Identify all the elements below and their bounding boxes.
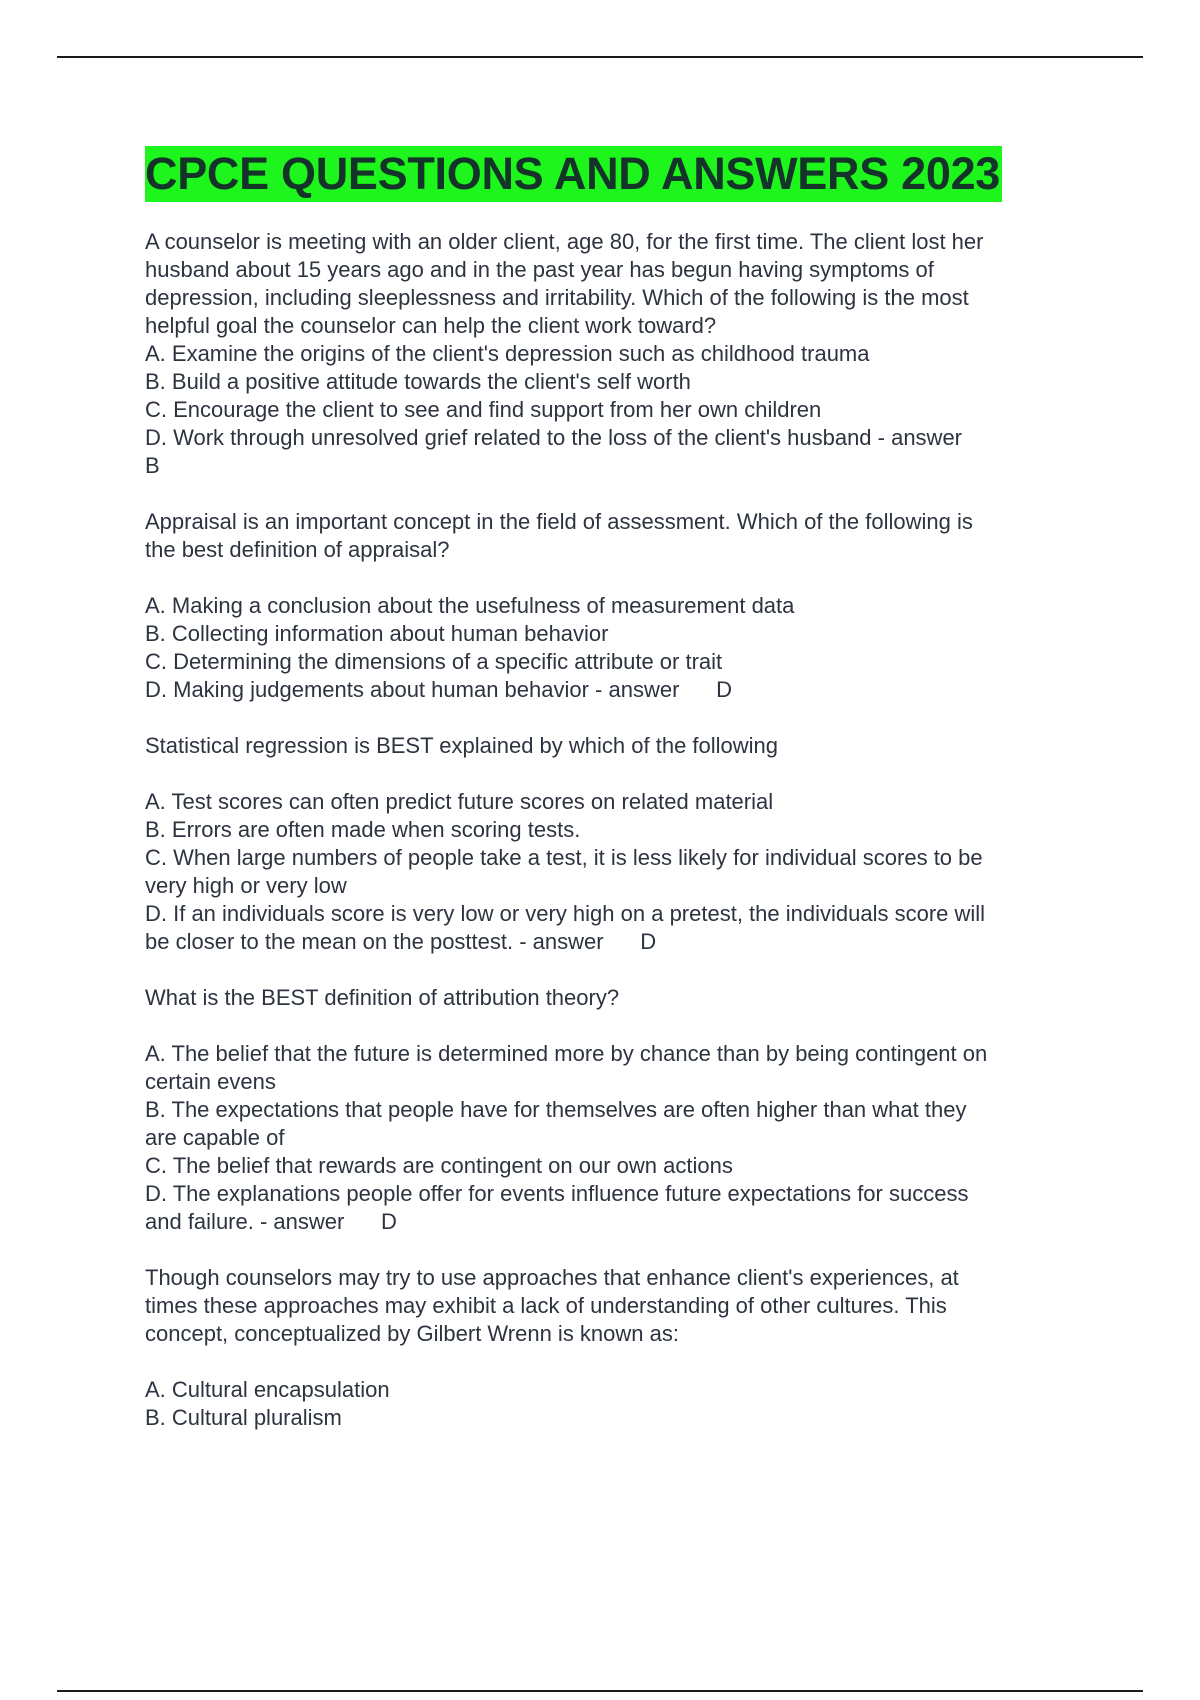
answer-option: D. Work through unresolved grief related to the loss of the client's husband - answer <box>145 425 963 450</box>
question-stem-line: the best definition of appraisal? <box>145 537 450 562</box>
answer-option: be closer to the mean on the posttest. - answer D <box>145 929 657 954</box>
answer-option: B. Cultural pluralism <box>145 1405 342 1430</box>
answer-option: C. The belief that rewards are contingent on our own actions <box>145 1153 733 1178</box>
question-stem-line: Though counselors may try to use approaches that enhance client's experiences, at <box>145 1265 959 1290</box>
answer-option: A. Examine the origins of the client's depression such as childhood trauma <box>145 341 870 366</box>
answer-option: A. Cultural encapsulation <box>145 1377 390 1402</box>
question-block <box>145 732 1075 956</box>
answer-option: B. Build a positive attitude towards the client's self worth <box>145 369 691 394</box>
question-stem-line: Statistical regression is BEST explained by which of the following <box>145 733 779 758</box>
question-stem-line: times these approaches may exhibit a lack of understanding of other cultures. This <box>145 1293 947 1318</box>
question-block <box>145 228 1075 480</box>
spacer <box>145 1012 1075 1040</box>
question-stem-line: Appraisal is an important concept in the field of assessment. Which of the following is <box>145 509 973 534</box>
question-block <box>145 1264 1075 1432</box>
question-stem-line: helpful goal the counselor can help the client work toward? <box>145 313 717 338</box>
spacer <box>145 760 1075 788</box>
question-stem-line: A counselor is meeting with an older client, age 80, for the first time. The client lost her <box>145 229 984 254</box>
answer-option: A. Test scores can often predict future scores on related material <box>145 789 774 814</box>
document-body <box>145 146 1075 1460</box>
answer-option: D. The explanations people offer for events influence future expectations for success <box>145 1181 969 1206</box>
answer-option: A. Making a conclusion about the usefulness of measurement data <box>145 593 795 618</box>
answer-option: A. The belief that the future is determined more by chance than by being contingent on <box>145 1041 988 1066</box>
answer-key: B <box>145 453 160 478</box>
answer-option: D. Making judgements about human behavior - answer D <box>145 677 732 702</box>
spacer <box>145 1348 1075 1376</box>
question-stem-line: depression, including sleeplessness and irritability. Which of the following is the most <box>145 285 969 310</box>
answer-option: C. When large numbers of people take a test, it is less likely for individual scores to be <box>145 845 983 870</box>
answer-option: B. Collecting information about human behavior <box>145 621 609 646</box>
answer-option: C. Determining the dimensions of a specific attribute or trait <box>145 649 723 674</box>
answer-option: are capable of <box>145 1125 285 1150</box>
question-stem-line: What is the BEST definition of attribution theory? <box>145 985 620 1010</box>
answer-option: very high or very low <box>145 873 347 898</box>
question-stem-line: husband about 15 years ago and in the past year has begun having symptoms of <box>145 257 934 282</box>
answer-option: B. Errors are often made when scoring tests. <box>145 817 581 842</box>
spacer <box>145 564 1075 592</box>
document-title: CPCE QUESTIONS AND ANSWERS 2023 <box>145 146 1002 202</box>
answer-option: and failure. - answer D <box>145 1209 397 1234</box>
question-stem-line: concept, conceptualized by Gilbert Wrenn is known as: <box>145 1321 679 1346</box>
answer-option: certain evens <box>145 1069 276 1094</box>
answer-option: B. The expectations that people have for themselves are often higher than what they <box>145 1097 967 1122</box>
question-block <box>145 508 1075 704</box>
question-block <box>145 984 1075 1236</box>
footer-rule <box>57 1690 1143 1692</box>
answer-option: C. Encourage the client to see and find support from her own children <box>145 397 822 422</box>
header-rule <box>57 56 1143 58</box>
answer-option: D. If an individuals score is very low or very high on a pretest, the individuals score will <box>145 901 986 926</box>
